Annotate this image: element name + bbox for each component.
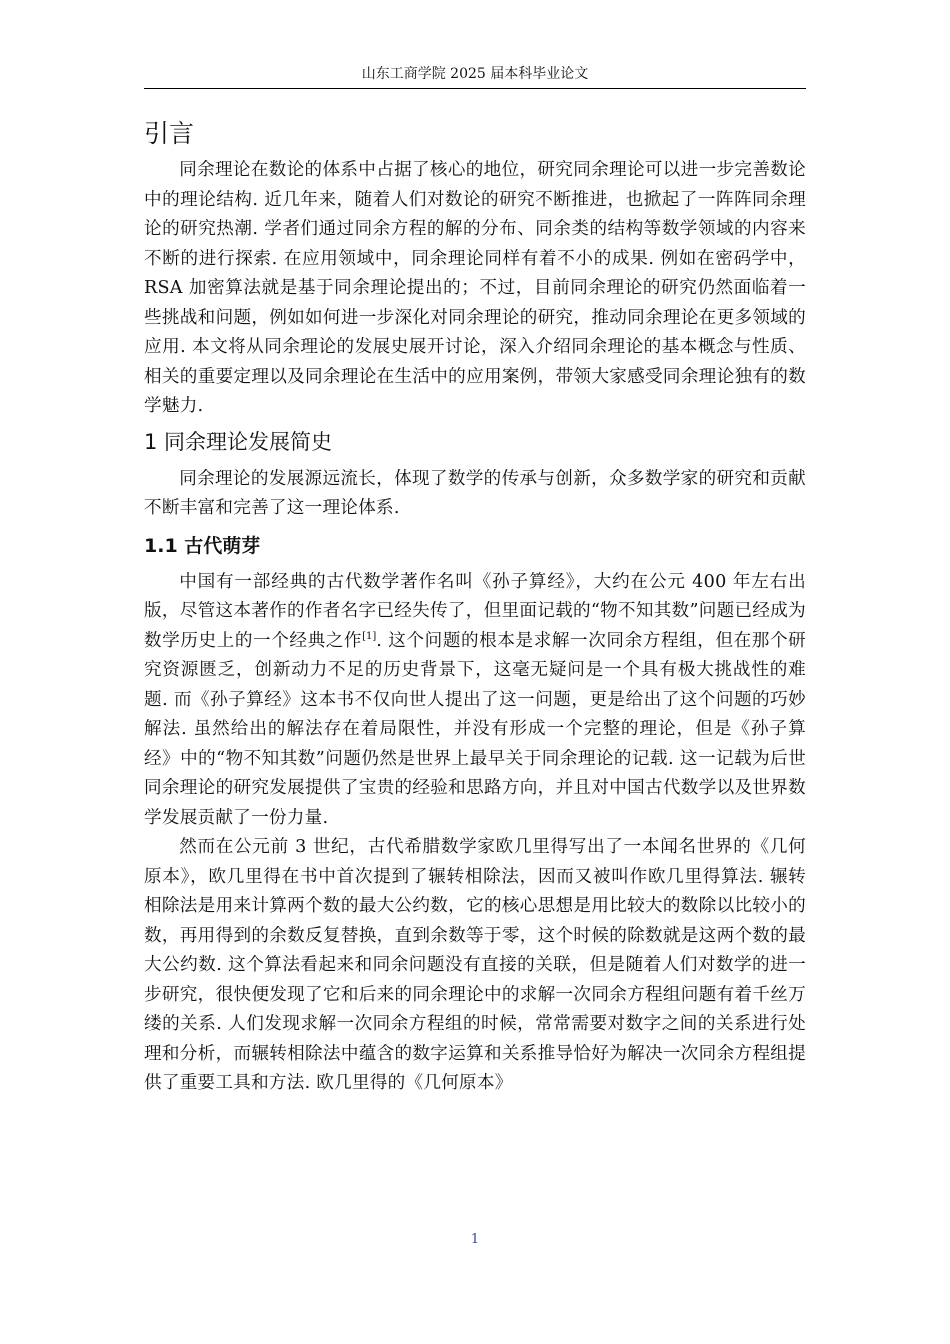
intro-paragraph: 同余理论在数论的体系中占据了核心的地位，研究同余理论可以进一步完善数论中的理论结构. 近几年来，随着人们对数论的研究不断推进，也掀起了一阵阵同余理论的研究热潮. 学者们通过同余方程的解的分布、同余类的结构等数学领域的内容来不断的进行探索. 在应用领域中，同余理论同样有着不小的成果. 例如在密码学中，RSA 加密算法就是基于同余理论提出的；不过，目前同余理论的研究仍然面临着一些挑战和问题，例如如何进一步深化对同余理论的研究，推动同余理论在更多领域的应用. 本文将从同余理论的发展史展开讨论，深入介绍同余理论的基本概念与性质、相关的重要定理以及同余理论在生活中的应用案例，带领大家感受同余理论独有的数学魅力. [144, 160, 806, 416]
paragraph-text: 中国有一部经典的古代数学著作名叫《孙子算经》，大约在公元 400 年左右出版，尽管这本著作的作者名字已经失传了，但里面记载的“物不知其数”问题已经成为数学历史上的一个经典之作 [144, 571, 806, 651]
section-1-title: 1 同余理论发展简史 [144, 429, 333, 454]
section-1-1-paragraph-1 [144, 568, 806, 834]
header-title: 山东工商学院 2025 届本科毕业论文 [361, 66, 589, 82]
page-content [144, 112, 806, 1099]
page-number: 1 [470, 1232, 480, 1247]
section-1-paragraph: 同余理论的发展源远流长，体现了数学的传承与创新，众多数学家的研究和贡献不断丰富和完善了这一理论体系. [144, 468, 806, 518]
page-header [144, 64, 806, 89]
paragraph-text: . 这个问题的根本是求解一次同余方程组，但在那个研究资源匮乏，创新动力不足的历史背景下，这毫无疑问是一个具有极大挑战性的难题. 而《孙子算经》这本书不仅向世人提出了这一问题，更是给出了这个问题的巧妙解法. 虽然给出的解法存在着局限性，并没有形成一个完整的理论，但是《孙子算经》中的“物不知其数”问题仍然是世界上最早关于同余理论的记载. 这一记载为后世同余理论的研究发展提供了宝贵的经验和思路方向，并且对中国古代数学以及世界数学发展贡献了一份力量. [144, 630, 806, 828]
section-1-1-paragraph-2: 然而在公元前 3 世纪，古代希腊数学家欧几里得写出了一本闻名世界的《几何原本》，欧几里得在书中首次提到了辗转相除法，因而又被叫作欧几里得算法. 辗转相除法是用来计算两个数的最大公约数，它的核心思想是用比较大的数除以比较小的数，再用得到的余数反复替换，直到余数等于零，这个时候的除数就是这两个数的最大公约数. 这个算法看起来和同余问题没有直接的关联，但是随着人们对数学的进一步研究，很快便发现了它和后来的同余理论中的求解一次同余方程组问题有着千丝万缕的关系. 人们发现求解一次同余方程组的时候，常常需要对数字之间的关系进行处理和分析，而辗转相除法中蕴含的数字运算和关系推导恰好为解决一次同余方程组提供了重要工具和方法. 欧几里得的《几何原本》 [144, 837, 806, 1093]
citation-link[interactable]: [1] [362, 630, 377, 642]
intro-title: 引言 [144, 119, 195, 148]
section-1-1-title: 1.1 古代萌芽 [144, 534, 261, 557]
